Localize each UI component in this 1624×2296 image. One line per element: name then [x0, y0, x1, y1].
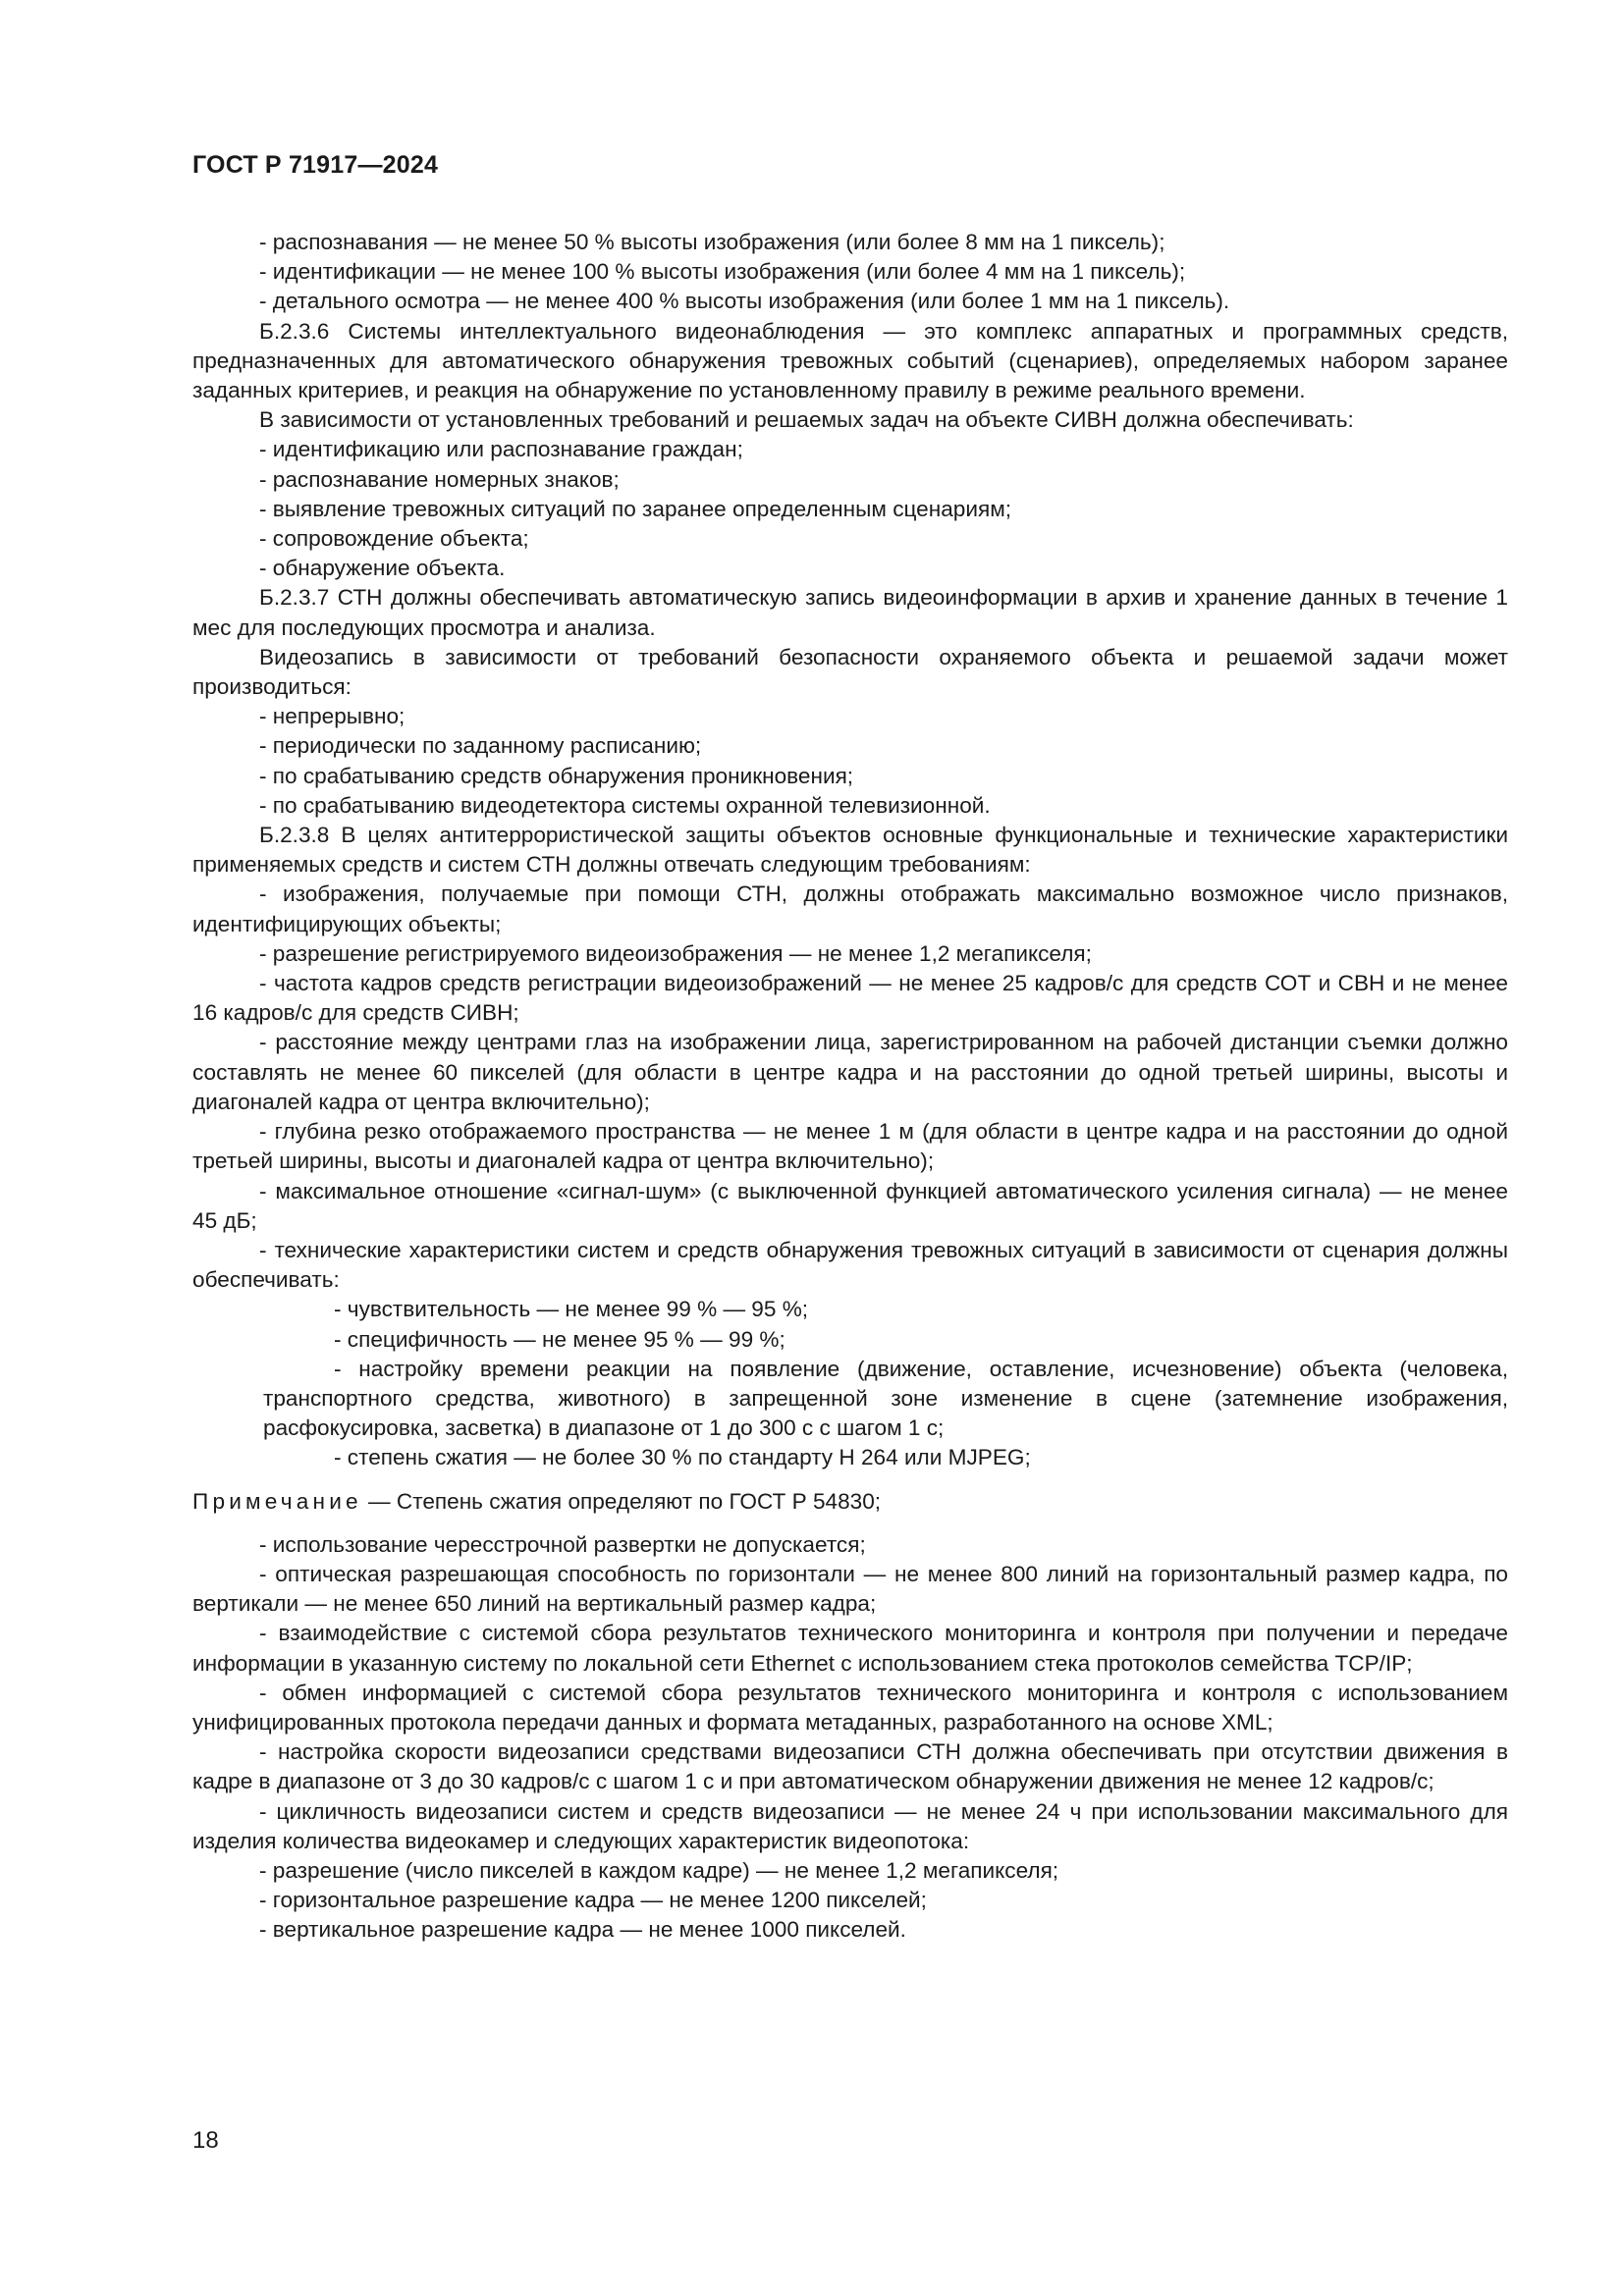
paragraph: - глубина резко отображаемого пространства — не менее 1 м (для области в центре кадра и на расстоянии до одной третьей ширины, высоты и диагоналей кадра от центра включительно); — [192, 1119, 1508, 1174]
paragraph: - распознавание номерных знаков; — [259, 466, 620, 492]
paragraph: - разрешение (число пикселей в каждом кадре) — не менее 1,2 мегапикселя; — [259, 1857, 1059, 1883]
paragraph: - детального осмотра — не менее 400 % высоты изображения (или более 1 мм на 1 пиксель). — [259, 289, 1230, 314]
paragraph: - горизонтальное разрешение кадра — не менее 1200 пикселей; — [259, 1888, 927, 1913]
paragraph: - обмен информацией с системой сбора результатов технического мониторинга и контроля с использованием унифицированных протокола передачи данных и формата метаданных, разработанного на основе XML; — [192, 1680, 1508, 1735]
paragraph: - по срабатыванию видеодетектора системы охранной телевизионной. — [259, 792, 991, 818]
paragraph: - максимальное отношение «сигнал-шум» (с выключенной функцией автоматического усиления сигнала) — не менее 45 дБ; — [192, 1178, 1508, 1233]
paragraph: Б.2.3.6 Системы интеллектуального видеонаблюдения — это комплекс аппаратных и программных средств, предназначенных для автоматического обнаружения тревожных событий (сценариев), определяемых набором заранее заданных критериев, и реакция на обнаружение по установленному правилу в режиме реального времени. — [192, 318, 1508, 403]
paragraph: - взаимодействие с системой сбора результатов технического мониторинга и контроля при получении и передаче информации в указанную систему по локальной сети Ethernet с использованием стека протоколов семейства TCP/IP; — [192, 1621, 1508, 1676]
paragraph: Б.2.3.8 В целях антитеррористической защиты объектов основные функциональные и технические характеристики применяемых средств и систем СТН должны отвечать следующим требованиям: — [192, 823, 1508, 878]
paragraph: - непрерывно; — [259, 704, 406, 729]
paragraph: Видеозапись в зависимости от требований безопасности охраняемого объекта и решаемой задачи может производиться: — [192, 644, 1508, 700]
paragraph: - оптическая разрешающая способность по горизонтали — не менее 800 линий на горизонтальный размер кадра, по вертикали — не менее 650 линий на вертикальный размер кадра; — [192, 1561, 1508, 1617]
page-number: 18 — [192, 2127, 219, 2154]
paragraph: - вертикальное разрешение кадра — не менее 1000 пикселей. — [259, 1917, 906, 1943]
paragraph: - периодически по заданному расписанию; — [259, 733, 702, 759]
paragraph: - разрешение регистрируемого видеоизображения — не менее 1,2 мегапикселя; — [259, 940, 1092, 966]
paragraph: - чувствительность — не менее 99 % — 95 %; — [334, 1297, 809, 1322]
paragraphs-after-note — [192, 1530, 1508, 1946]
paragraph: - настройка скорости видеозаписи средствами видеозаписи СТН должна обеспечивать при отсутствии движения в кадре в диапазоне от 3 до 30 кадров/с с шагом 1 с и при автоматическом обнаружении движения не менее 12 кадров/с; — [192, 1739, 1508, 1794]
document-header: ГОСТ Р 71917—2024 — [192, 151, 439, 179]
note — [192, 1487, 1508, 1517]
paragraph: - степень сжатия — не более 30 % по стандарту Н 264 или MJPEG; — [334, 1445, 1031, 1470]
paragraph: - специфичность — не менее 95 % — 99 %; — [334, 1326, 785, 1352]
paragraph: - сопровождение объекта; — [259, 526, 529, 552]
paragraph: - использование чересстрочной развертки не допускается; — [259, 1531, 866, 1557]
paragraph: - по срабатыванию средств обнаружения проникновения; — [259, 763, 854, 788]
paragraph: - распознавания — не менее 50 % высоты изображения (или более 8 мм на 1 пиксель); — [259, 230, 1165, 254]
paragraph: В зависимости от установленных требований и решаемых задач на объекте СИВН должна обеспечивать: — [259, 407, 1354, 433]
note-label: Примечание — [192, 1488, 362, 1514]
paragraph: - технические характеристики систем и средств обнаружения тревожных ситуаций в зависимости от сценария должны обеспечивать: — [192, 1237, 1508, 1293]
paragraph: - идентификацию или распознавание граждан; — [259, 437, 743, 462]
paragraph: - изображения, получаемые при помощи СТН, должны отображать максимально возможное число признаков, идентифицирующих объекты; — [192, 881, 1508, 936]
paragraph: Б.2.3.7 СТН должны обеспечивать автоматическую запись видеоинформации в архив и хранение данных в течение 1 мес для последующих просмотра и анализа. — [192, 585, 1508, 640]
paragraph: - идентификации — не менее 100 % высоты изображения (или более 4 мм на 1 пиксель); — [259, 259, 1186, 285]
paragraph: - расстояние между центрами глаз на изображении лица, зарегистрированном на рабочей дистанции съемки должно составлять не менее 60 пикселей (для области в центре кадра и на расстоянии до одной третьей ширины, высоты и диагоналей кадра от центра включительно); — [192, 1030, 1508, 1114]
paragraph: - настройку времени реакции на появление (движение, оставление, исчезновение) объекта (человека, транспортного средства, животного) в запрещенной зоне изменение в сцене (затемнение изображения, расфокусировка, засветка) в диапазоне от 1 до 300 с с шагом 1 с; — [263, 1356, 1508, 1441]
document-body — [192, 228, 1508, 1946]
note-text: — Степень сжатия определяют по ГОСТ Р 54830; — [361, 1488, 882, 1514]
paragraph: - цикличность видеозаписи систем и средств видеозаписи — не менее 24 ч при использовании максимального для изделия количества видеокамер и следующих характеристик видеопотока: — [192, 1798, 1508, 1853]
paragraph: - выявление тревожных ситуаций по заранее определенным сценариям; — [259, 496, 1012, 521]
paragraph: - частота кадров средств регистрации видеоизображений — не менее 25 кадров/с для средств СОТ и СВН и не менее 16 кадров/с для средств СИВН; — [192, 971, 1508, 1026]
paragraphs-before-note — [192, 228, 1508, 1473]
paragraph: - обнаружение объекта. — [259, 556, 506, 581]
